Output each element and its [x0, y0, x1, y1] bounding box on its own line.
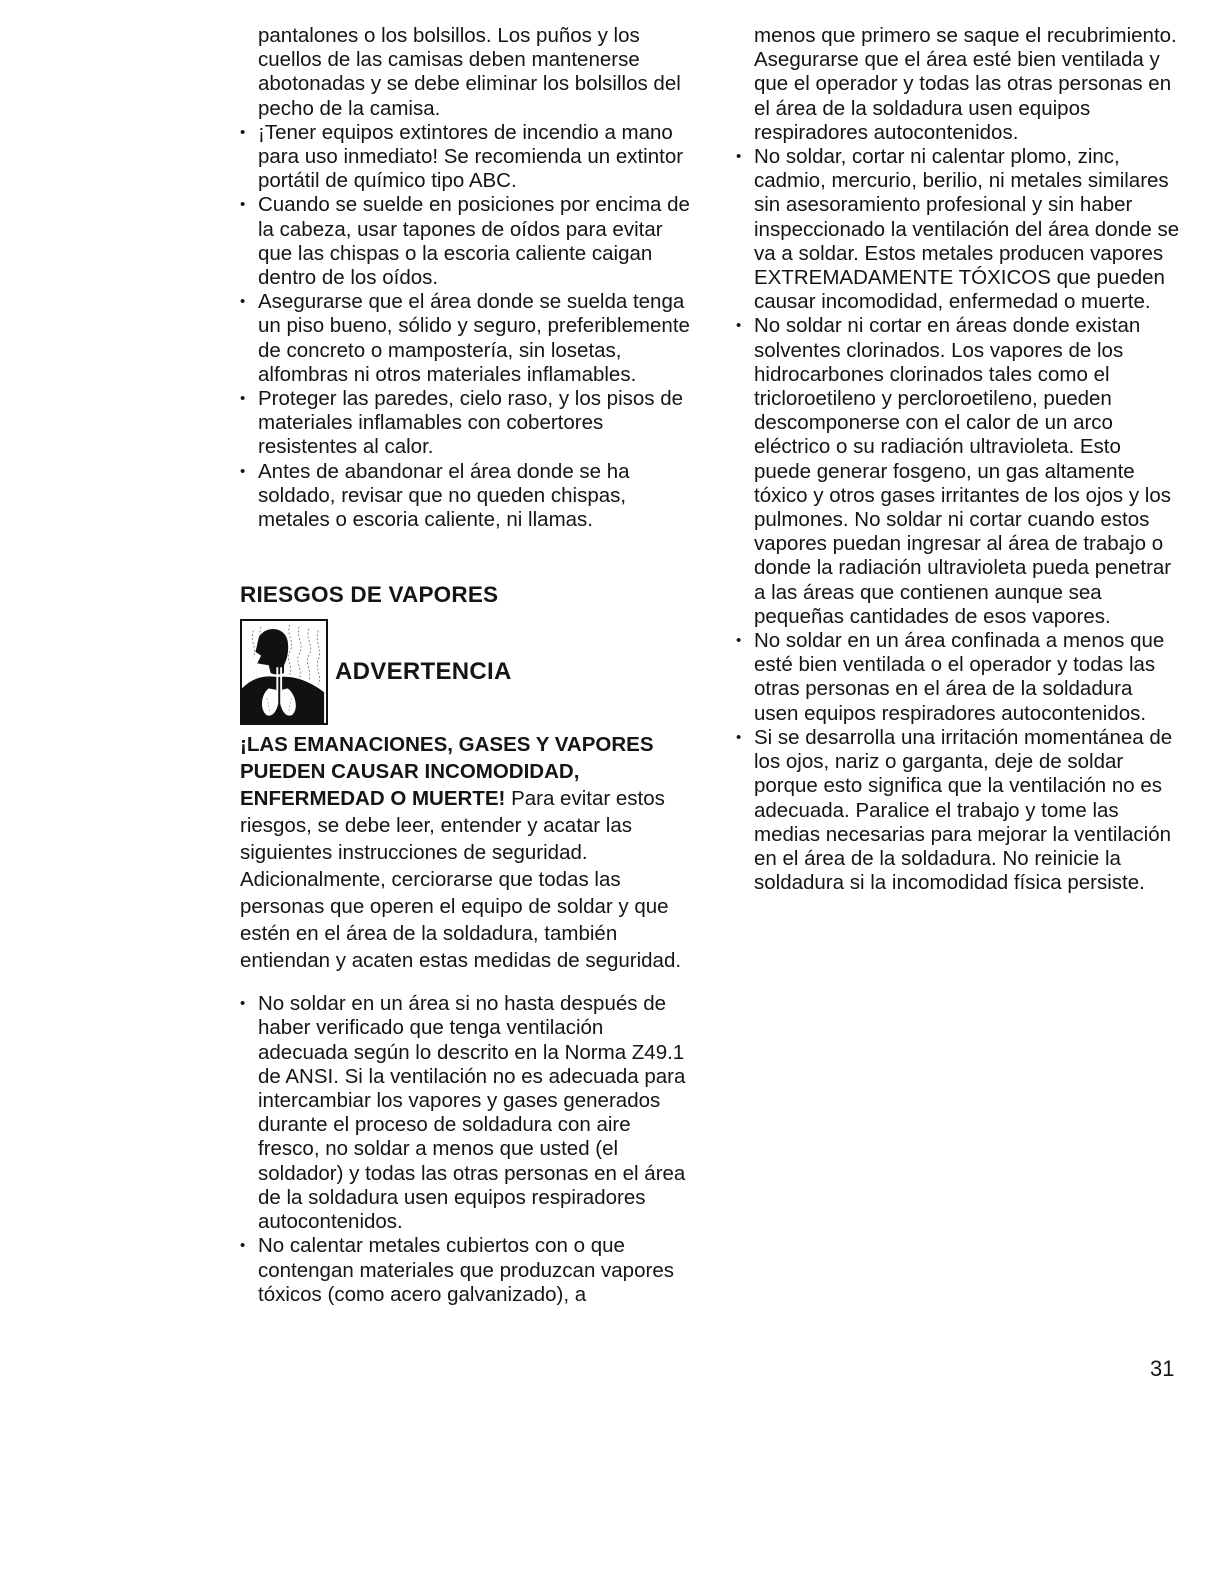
list-item: • Cuando se suelde en posiciones por encima de la cabeza, usar tapones de oídos para evitar que las chispas o la escoria caliente caigan dentro de los oídos.	[240, 193, 695, 290]
fume-warning-headline: ¡LAS EMANACIONES, GASES Y VAPORES PUEDEN CAUSAR INCOMODIDAD, ENFERMEDAD O MUERTE!	[240, 733, 654, 811]
list-item: • ¡Tener equipos extintores de incendio a mano para uso inmediato! Se recomienda un extintor portátil de químico tipo ABC.	[240, 121, 695, 194]
left-column	[240, 24, 695, 1307]
fume-warning-body: Para evitar estos riesgos, se debe leer, entender y acatar las siguientes instrucciones de seguridad. Adicionalmente, cerciorarse que todas las personas que operen el equipo de soldar y que estén en el área de la soldadura, también entiendan y acaten estas medidas de seguridad.	[240, 787, 682, 973]
list-item: • Asegurarse que el área donde se suelda tenga un piso bueno, sólido y seguro, preferiblemente de concreto o mampostería, sin losetas, alfombras ni otros materiales inflamables.	[240, 290, 695, 387]
list-item: • No soldar ni cortar en áreas donde existan solventes clorinados. Los vapores de los hidrocarbones clorinados tales como el tricloroetileno y percloroetileno, pueden descomponerse con el calor de un arco eléctrico o su radiación ultravioleta. Esto puede generar fosgeno, un gas altamente tóxico y otros gases irritantes de los ojos y los pulmones. No soldar ni cortar cuando estos vapores puedan ingresar al área de trabajo o donde la radiación ultravioleta pueda penetrar a las áreas que contienen aunque sea pequeñas cantidades de esos vapores.	[736, 314, 1182, 629]
warning-label: ADVERTENCIA	[335, 658, 512, 686]
list-item: • Si se desarrolla una irritación momentánea de los ojos, nariz o garganta, deje de soldar porque esto significa que la ventilación no es adecuada. Paralice el trabajo y tome las medias necesarias para mejorar la ventilación en el área de la soldadura. No reinicie la soldadura si la incomodidad física persiste.	[736, 726, 1182, 895]
page-number: 31	[1150, 1356, 1175, 1381]
fume-warning-paragraph	[240, 731, 695, 974]
intro-continuation: pantalones o los bolsillos. Los puños y los cuellos de las camisas deben mantenerse abotonadas y se debe eliminar los bolsillos del pecho de la camisa.	[258, 24, 681, 120]
ventilation-bullets	[240, 992, 695, 1307]
list-item: • No soldar en un área confinada a menos que esté bien ventilada o el operador y todas las otras personas en el área de la soldadura usen equipos respiradores autocontenidos.	[736, 629, 1182, 726]
right-continuation: menos que primero se saque el recubrimiento. Asegurarse que el área esté bien ventilada y que el operador y todas las otras personas en el área de la soldadura usen equipos respiradores autocontenidos.	[754, 24, 1177, 144]
fire-safety-bullets	[240, 121, 695, 532]
section-heading: RIESGOS DE VAPORES	[240, 582, 499, 608]
right-column	[736, 24, 1182, 895]
list-item: • Proteger las paredes, cielo raso, y los pisos de materiales inflamables con cobertores resistentes al calor.	[240, 387, 695, 460]
toxic-metals-bullets	[736, 145, 1182, 895]
list-item: • Antes de abandonar el área donde se ha soldado, revisar que no queden chispas, metales o escoria caliente, ni llamas.	[240, 460, 695, 533]
fume-inhalation-hazard-icon	[240, 619, 328, 725]
list-item: • No calentar metales cubiertos con o que contengan materiales que produzcan vapores tóxicos (como acero galvanizado), a	[240, 1234, 695, 1307]
list-item: • No soldar en un área si no hasta después de haber verificado que tenga ventilación adecuada según lo descrito en la Norma Z49.1 de ANSI. Si la ventilación no es adecuada para intercambiar los vapores y gases generados durante el proceso de soldadura con aire fresco, no soldar a menos que usted (el soldador) y todas las otras personas en el área de la soldadura usen equipos respiradores autocontenidos.	[240, 992, 695, 1234]
list-item: • No soldar, cortar ni calentar plomo, zinc, cadmio, mercurio, berilio, ni metales similares sin asesoramiento profesional y sin haber inspeccionado la ventilación del área donde se va a soldar. Estos metales producen vapores EXTREMADAMENTE TÓXICOS que pueden causar incomodidad, enfermedad o muerte.	[736, 145, 1182, 314]
warning-block	[240, 619, 695, 725]
